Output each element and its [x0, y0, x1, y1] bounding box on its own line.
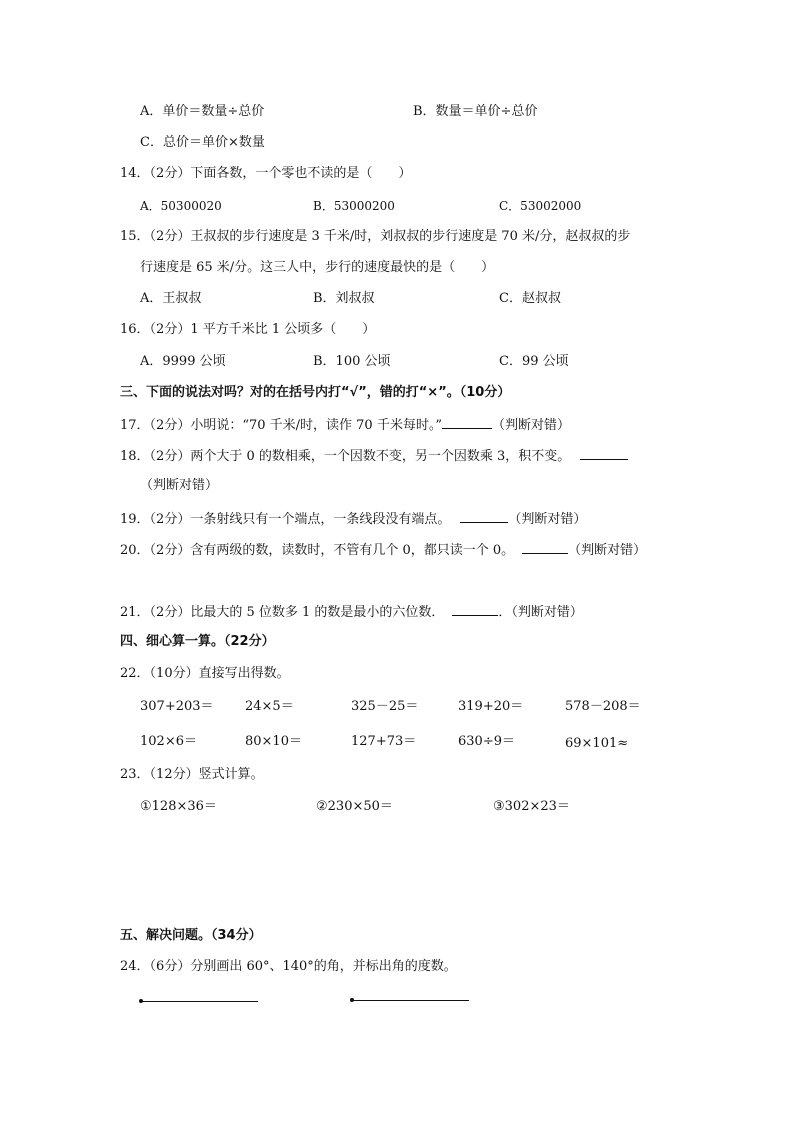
q22-r2-c3: 127+73＝: [351, 734, 417, 749]
q14-text: 14．（2分）下面各数，一个零也不读的是（ ）: [120, 166, 412, 181]
q19-row: [120, 509, 586, 529]
q21-row: [120, 602, 583, 622]
q15-text-line2: 行速度是 65 米/分。这三人中，步行的速度最快的是（ ）: [140, 260, 495, 275]
q22-r1-c2: 24×5＝: [245, 699, 294, 714]
q18-answer-blank[interactable]: [580, 446, 628, 460]
q22-r1-c3: 325－25＝: [351, 699, 419, 714]
q22-text: 22．（10分）直接写出得数。: [120, 666, 290, 681]
q20-suffix: （判断对错）: [568, 543, 647, 558]
q16-option-c: C．99 公顷: [499, 354, 569, 369]
q13-option-a: A．单价＝数量÷总价: [140, 104, 265, 119]
q16-option-a: A．9999 公顷: [140, 354, 226, 369]
q21-suffix: ．（判断对错）: [498, 605, 583, 620]
q17-answer-blank[interactable]: [442, 415, 492, 429]
q16-text: 16．（2分）1 平方千米比 1 公顷多（ ）: [120, 322, 376, 337]
q23-text: 23．（12分）竖式计算。: [120, 767, 264, 782]
q22-r2-c5: 69×101≈: [565, 736, 629, 751]
ray-1-line: [141, 1001, 258, 1002]
q22-r2-c4: 630÷9＝: [458, 734, 515, 749]
q21-answer-blank[interactable]: [452, 602, 498, 616]
q17-suffix: （判断对错）: [491, 418, 570, 433]
q22-r1-c1: 307+203＝: [140, 699, 214, 714]
q22-r1-c5: 578－208＝: [565, 699, 641, 714]
q23-item-1: ①128×36＝: [140, 799, 217, 814]
q21-text: 21．（2分）比最大的 5 位数多 1 的数是最小的六位数．: [120, 605, 445, 620]
q22-r2-c2: 80×10＝: [245, 734, 302, 749]
q19-answer-blank[interactable]: [460, 509, 508, 523]
q15-option-a: A．王叔叔: [140, 291, 202, 306]
q13-option-b: B．数量＝单价÷总价: [413, 104, 538, 119]
q19-text: 19．（2分）一条射线只有一个端点，一条线段没有端点。: [120, 512, 451, 527]
ray-2-line: [352, 1000, 469, 1001]
q14-option-b: B．53000200: [313, 199, 395, 213]
q22-r2-c1: 102×6＝: [140, 734, 197, 749]
section-5-title: 五、解决问题。（34分）: [120, 928, 262, 943]
q20-row: [120, 540, 646, 560]
q14-option-a: A．50300020: [140, 199, 222, 213]
q18-suffix: （判断对错）: [140, 478, 219, 493]
q20-text: 20．（2分）含有两级的数，读数时，不管有几个 0，都只读一个 0。: [120, 543, 515, 558]
q22-r1-c4: 319+20＝: [458, 699, 524, 714]
q16-option-b: B．100 公顷: [313, 354, 391, 369]
q15-text-line1: 15．（2分）王叔叔的步行速度是 3 千米/时，刘叔叔的步行速度是 70 米/分，赵叔叔的步: [120, 229, 631, 244]
q19-suffix: （判断对错）: [508, 512, 587, 527]
q14-option-c: C．53002000: [499, 199, 582, 213]
q15-option-c: C．赵叔叔: [499, 291, 561, 306]
q17-row: [120, 415, 570, 435]
q18-text: 18．（2分）两个大于 0 的数相乘，一个因数不变，另一个因数乘 3，积不变。: [120, 449, 571, 464]
q13-option-c: C．总价＝单价×数量: [140, 135, 265, 150]
q23-item-3: ③302×23＝: [493, 799, 570, 814]
q15-option-b: B．刘叔叔: [313, 291, 375, 306]
section-3-title: 三、下面的说法对吗？对的在括号内打“√”，错的打“×”。（10分）: [120, 385, 511, 400]
q23-item-2: ②230×50＝: [316, 799, 393, 814]
section-4-title: 四、细心算一算。（22分）: [120, 634, 275, 649]
q24-text: 24．（6分）分别画出 60°、140°的角，并标出角的度数。: [120, 959, 457, 974]
q20-answer-blank[interactable]: [522, 540, 568, 554]
q18-row: [120, 446, 628, 466]
q17-text: 17．（2分）小明说：“70 千米/时，读作 70 千米每时。”: [120, 418, 442, 433]
